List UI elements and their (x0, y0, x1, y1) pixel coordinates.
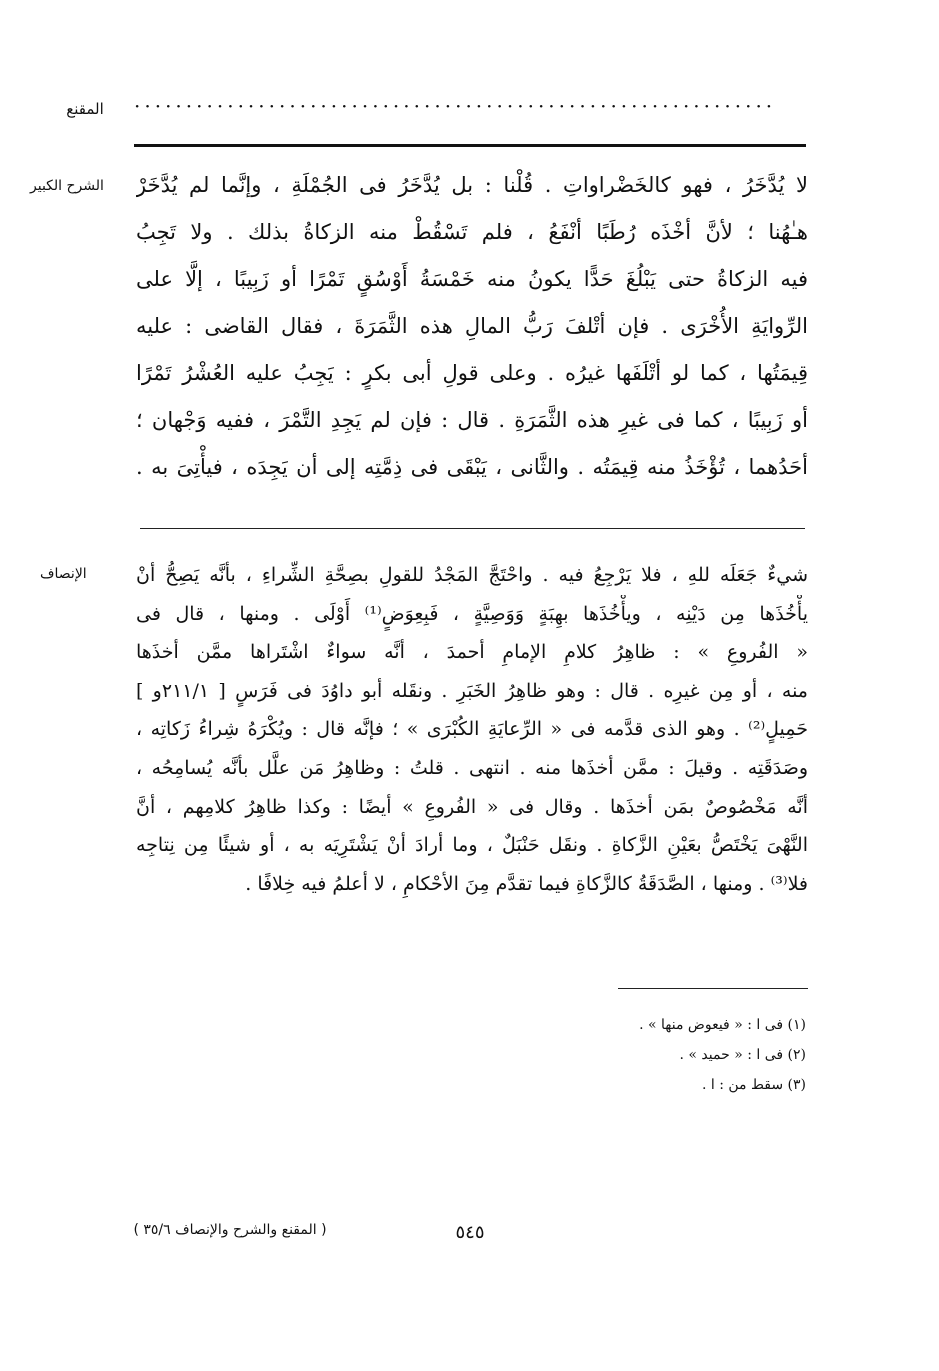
footnotes (500, 1010, 806, 1100)
sharh-line: قِيمَتُها ، كما لو أتْلَفَها غيرُه . وعلى قولِ أبى بكرٍ : يَجِبُ عليه العُشْرُ تَمْرًا (136, 361, 808, 385)
insaf-line: أنَّه مَخْصُوصٌ بمَن أخذَها . وقال فى « الفُروعِ » أيضًا : وكذا ظاهِرُ كلامِهم ، أنَّ (136, 795, 808, 818)
sharh-line: فيه الزكاةُ حتى يَبْلُغَ حَدًّا يكونُ منه خَمْسَةُ أَوْسُقٍ تَمْرًا أو زَبِيبًا ، إلَّا على (136, 267, 808, 291)
section-label-insaf: الإنصاف (40, 566, 87, 582)
sharh-line: هـٰهُنا ؛ لأنَّ أخْذَه رُطَبًا أنْفَعُ ، فلم تَسْقُطْ منه الزكاةُ بذلك . ولا تَجِبُ (136, 220, 808, 244)
insaf-text-block (136, 556, 808, 903)
footnote-rule (618, 988, 808, 989)
footnote: (١) فى ا : « فيعوض منها » . (639, 1017, 806, 1033)
footnote: (٢) فى ا : « حميد » . (679, 1047, 806, 1063)
insaf-line: « الفُروعِ » : ظاهِرُ كلامِ الإمامِ أحمدَ ، أنَّه سواءٌ اشْتَراها ممَّن أخذَها (136, 641, 808, 664)
sharh-line: أو زَبِيبًا ، كما فى غيرِ هذه الثَّمَرَةِ . قال : فإن لم يَجِدِ التَّمْرَ ، ففيه وَجْهان ؛ (136, 408, 808, 432)
section-divider (140, 528, 805, 529)
page-number: ٥٤٥ (455, 1222, 485, 1243)
footnote: (٣) سقط من : ا . (701, 1077, 806, 1093)
sharh-line: لا يُدَّخَرُ ، فهو كالخَضْراواتِ . قُلْنا : بل يُدَّخَرُ فى الجُمْلَةِ ، وإنَّما لم يُدَّخَرْ (136, 173, 808, 197)
header-leader-dots: ······························································ (134, 96, 777, 116)
volume-reference: ( المقنع والشرح والإنصاف ٣٥/٦ ) (133, 1222, 327, 1238)
insaf-line: النَّهْىَ يَخْتَصُّ بعَيْنِ الزَّكاةِ . ونقَل حَنْبَلٌ ، وما أرادَ أنْ يَشْتَرِيَه به ، أو شيئًا مِن نِتاجِه (136, 834, 808, 857)
insaf-line: يأْخُذَها مِن دَيْنِه ، ويأْخُذَها بهِبَةٍ وَوَصِيَّةٍ ، فَبِعِوَضٍ⁽¹⁾ أَوْلَى . ومنها ، قال فى (136, 602, 808, 625)
insaf-line: فلا⁽³⁾ . ومنها ، الصَّدَقَةُ كالزَّكاةِ فيما تقدَّم مِنَ الأحْكامِ ، لا أعلمُ فيه خِلافًا . (245, 872, 808, 895)
header-rule (134, 144, 806, 147)
insaf-line: وصَدَقَتِه . وقيلَ : ممَّن أخذَها منه . انتهى . قلتُ : وظاهِرُ مَن علَّل بأنَّه يُسامِحُه ، (136, 756, 808, 779)
sharh-line: أحَدُهما ، تُؤْخَذُ منه قِيمَتُه . والثَّانى ، يَبْقَى فى ذِمَّتِه إلى أن يَجِدَه ، فيأْتِىَ به . (136, 455, 808, 479)
sharh-line: الرِّوايَةِ الأُخْرَى . فإن أتْلفَ رَبُّ المالِ هذه الثَّمَرَةَ ، فقال القاضى : عليه (136, 314, 808, 338)
insaf-line: شيءٌ جَعَلَه للهِ ، فلا يَرْجِعُ فيه . واحْتَجَّ المَجْدُ للقولِ بصِحَّةِ الشِّراءِ ، بأنَّه يَصِحُّ أنْ (136, 564, 808, 586)
sharh-text-block (136, 162, 808, 491)
insaf-line: حَمِيلٍ⁽²⁾ . وهو الذى قدَّمه فى « الرِّعايَةِ الكُبْرَى » ؛ فإنَّه قال : ويُكْرَهُ شِراءُ زَكاتِه ، (136, 718, 808, 741)
insaf-line: منه ، أو مِن غيرِه . قال : وهو ظاهِرُ الخَبَرِ . ونقَله أبو داوُدَ فى فَرَسٍ [ ٢١١/١و ] (136, 679, 808, 702)
running-title: المقنع (66, 100, 104, 118)
section-label-sharh: الشرح الكبير (30, 178, 104, 194)
